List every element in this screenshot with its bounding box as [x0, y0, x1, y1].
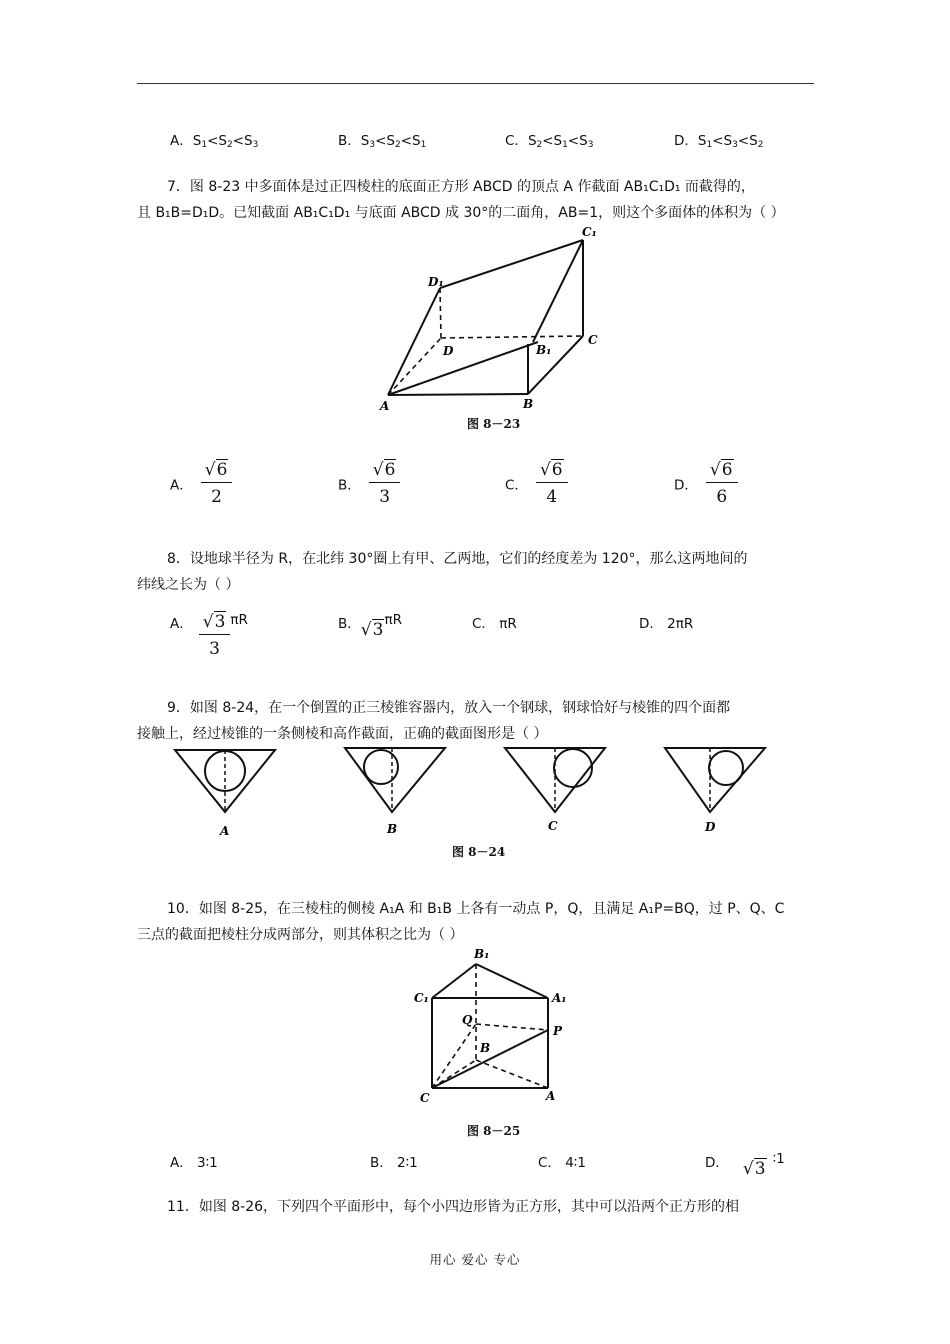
fig823-label-b1: B₁	[536, 343, 552, 357]
fig825-label-c1: C₁	[414, 991, 429, 1005]
fig823-label-c: C	[588, 333, 598, 347]
q11-line-1: 11．如图 8-26，下列四个平面形中，每个小四边形皆为正方形，其中可以沿两个正方形的相	[167, 1199, 740, 1215]
figure-8-24	[170, 742, 770, 842]
fig824-label-b: B	[387, 822, 398, 836]
q8-option-d: D． 2πR	[639, 616, 694, 632]
q8-option-a: A． $\frac{√3}{3}$ πR	[170, 612, 248, 659]
fig825-label-q: Q	[462, 1013, 473, 1027]
q7-option-a: A． $\frac{√6}{2}$	[170, 460, 232, 507]
q11-stem	[137, 1194, 817, 1220]
q10-option-c: C． 4∶1	[538, 1155, 586, 1171]
figure-8-25	[410, 944, 580, 1104]
fig824-label-d: D	[705, 820, 716, 834]
q6-option-b: B．$S_3<S_2<S_1$	[338, 133, 427, 150]
q9-stem	[137, 695, 817, 747]
q10-option-d: D． √3 ∶1	[705, 1151, 785, 1179]
q10-line-1: 10．如图 8-25，在三棱柱的侧棱 A₁A 和 B₁B 上各有一动点 P，Q，且满足 A₁P=BQ，过 P、Q、C	[167, 901, 785, 917]
q8-option-c: C． πR	[472, 616, 517, 632]
fig824-label-c: C	[548, 819, 558, 833]
fig823-label-b: B	[523, 397, 534, 411]
figure-8-24-caption: 图 8－24	[452, 845, 506, 859]
q9-line-2: 接触上，经过棱锥的一条侧棱和高作截面，正确的截面图形是（ ）	[137, 726, 548, 742]
fig823-label-d: D	[443, 344, 454, 358]
q7-option-d: D． $\frac{√6}{6}$	[674, 460, 738, 507]
q6-option-c: C．$S_2<S_1<S_3$	[505, 133, 594, 150]
fig825-label-a1: A₁	[552, 991, 567, 1005]
q10-option-b: B． 2∶1	[370, 1155, 418, 1171]
q7-option-c: C． $\frac{√6}{4}$	[505, 460, 568, 507]
fig825-label-p: P	[553, 1024, 563, 1038]
fig824-option-a-shape	[175, 750, 275, 812]
q6-option-a: A．$S_1<S_2<S_3$	[170, 133, 259, 150]
fig824-option-c-shape	[505, 748, 605, 812]
q7-line-1: 7．图 8-23 中多面体是过正四棱柱的底面正方形 ABCD 的顶点 A 作截面 AB₁C₁D₁ 而截得的，	[167, 179, 755, 195]
q8-line-2: 纬线之长为（ ）	[137, 577, 240, 593]
fig823-label-c1: C₁	[582, 225, 597, 239]
fig825-label-a: A	[546, 1089, 556, 1103]
figure-8-23-caption: 图 8－23	[467, 417, 521, 431]
q7-line-2: 且 B₁B=D₁D。已知截面 AB₁C₁D₁ 与底面 ABCD 成 30°的二面角，AB=1，则这个多面体的体积为（ ）	[137, 205, 785, 221]
fig823-label-d1: D₁	[428, 275, 444, 289]
q10-option-a: A． 3∶1	[170, 1155, 218, 1171]
q7-stem	[137, 174, 817, 226]
fig825-label-b: B	[480, 1041, 491, 1055]
q7-option-b: B． $\frac{√6}{3}$	[338, 460, 400, 507]
fig824-label-a: A	[220, 824, 230, 838]
q6-option-d: D．$S_1<S_3<S_2$	[674, 133, 764, 150]
fig825-label-c: C	[420, 1091, 430, 1105]
q8-line-1: 8．设地球半径为 R，在北纬 30°圈上有甲、乙两地，它们的经度差为 120°，那么这两地间的	[167, 551, 748, 567]
fig824-option-d-shape	[665, 748, 765, 812]
q8-stem	[137, 546, 817, 598]
q10-stem	[137, 896, 817, 948]
fig823-label-a: A	[380, 399, 390, 413]
figure-8-25-caption: 图 8－25	[467, 1124, 521, 1138]
fig824-option-b-shape	[345, 748, 445, 812]
fig825-label-b1: B₁	[474, 947, 490, 961]
q9-line-1: 9．如图 8-24，在一个倒置的正三棱锥容器内，放入一个钢球，钢球恰好与棱锥的四个面都	[167, 700, 731, 716]
header-rule	[137, 83, 814, 84]
q8-option-b: B．√3πR	[338, 612, 402, 640]
q10-line-2: 三点的截面把棱柱分成两部分，则其体积之比为（ ）	[137, 927, 464, 943]
figure-8-23	[370, 222, 610, 422]
page-footer: 用心 爱心 专心	[429, 1252, 521, 1267]
